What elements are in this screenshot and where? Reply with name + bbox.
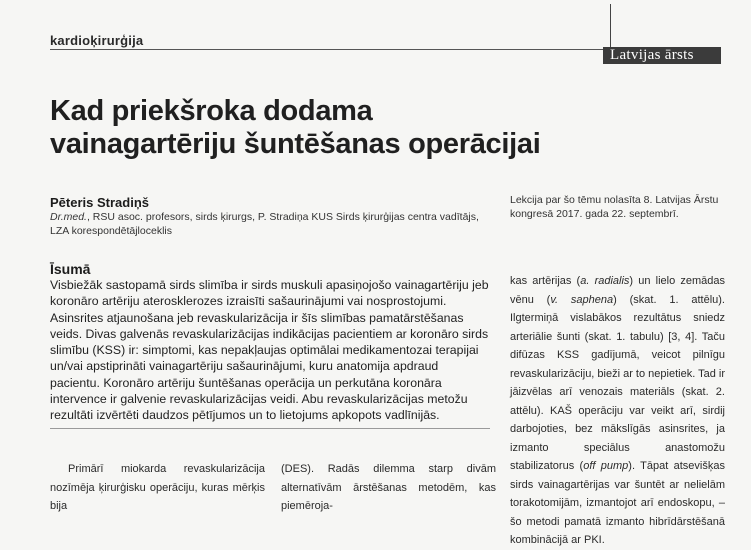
article-title xyxy=(50,95,650,161)
col3-offpump: off pump xyxy=(583,460,629,472)
title-line-2: vainagartēriju šuntēšanas operācijai xyxy=(50,128,541,160)
author-degree: Dr.med. xyxy=(50,211,87,223)
journal-brand: Latvijas ārsts xyxy=(603,47,721,64)
col3-part-a: kas artērijas ( xyxy=(510,275,581,287)
col3-part-c: ) (skat. 1. attēlu). Ilgtermiņā vislabākos rezultātus sniedz arteriālie šunti (skat. 1. tabulu) [3, 4]. Taču difūzas KSS gadījumā, veicot pilnīgu revaskularizāciju, bieži ar to nepietiek. Tad ir jāizvēlas arī venozais materiāls (skat. 2. attēlu). KAŠ operāciju var veikt arī, sirdij darbojoties, bez mākslīgās asinsrites, ja izmanto speciālus anastomožu stabilizatorus ( xyxy=(510,293,726,472)
brand-divider xyxy=(610,4,611,50)
rubric-divider xyxy=(50,49,610,50)
author-affiliation xyxy=(50,210,490,238)
body-column-1: Primārī miokarda revaskularizācija nozīmēja ķirurģisku operāciju, kuras mērķis bija xyxy=(50,463,265,512)
author-affiliation-text: , RSU asoc. profesors, sirds ķirurgs, P. Stradiņa KUS Sirds ķirurģijas centra vadītājs, LZA korespondētājloceklis xyxy=(50,211,479,237)
col3-radialis: a. radialis xyxy=(580,275,630,287)
author-name: Pēteris Stradiņš xyxy=(50,195,149,210)
abstract-text: Visbiežāk sastopamā sirds slimība ir sirds muskuli apasiņojošo vainagartēriju jeb koronāro artēriju aterosklerozes izraisīti sašaurinājumi vai nosprostojumi. Asinsrites atjaunošana jeb revaskularizācija ir šīs slimības pamatārstēšanas veids. Divas galvenās revaskularizācijas indikācijas pacientiem ar koronāro sirds slimību (KSS) ir: simptomi, kas nepakļaujas optimālai medikamentozai terapijai un/vai apstiprināti vainagartēriju sašaurinājumi, kuru anatomija apdraud pacientu. Koronāro artēriju šuntēšanas operācija un perkutāna koronāra intervence ir galvenie revaskularizācijas veidi. Abu revaskularizācijas metožu rezultāti izvērtēti daudzos pētījumos un to lietojums apkopots vadlīnijās. xyxy=(50,278,489,423)
col3-part-d: ). Tāpat atsevišķas sirds vainagartērijas var šuntēt ar nelielām torakotomijām, izmantojot arī endoskopu, – šo metodi pamatā izmanto hibrīdārstēšanā kombinācijā ar PKI. xyxy=(510,460,725,546)
abstract-divider xyxy=(50,428,490,429)
body-column-3 xyxy=(510,272,725,550)
abstract-heading: Īsumā xyxy=(50,261,91,277)
title-line-1: Kad priekšroka dodama xyxy=(50,95,373,127)
col3-part-b: ) un lielo zemādas vēnu ( xyxy=(510,275,725,306)
body-column-2: (DES). Radās dilemma starp divām alternatīvām ārstēšanas metodēm, kas piemēroja- xyxy=(281,463,496,512)
lecture-note: Lekcija par šo tēmu nolasīta 8. Latvijas Ārstu kongresā 2017. gada 22. septembrī. xyxy=(510,194,719,220)
section-rubric: kardioķirurģija xyxy=(50,33,144,48)
col3-saphena: v. saphena xyxy=(550,293,614,306)
